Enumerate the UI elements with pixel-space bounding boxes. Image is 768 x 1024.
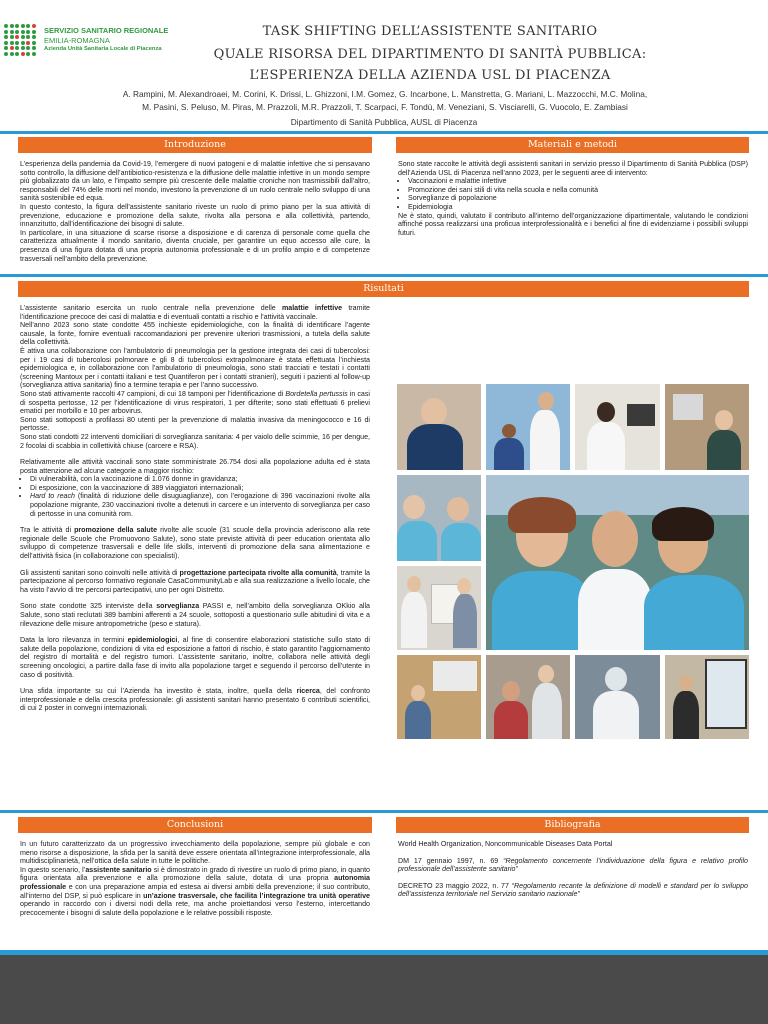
results-paragraph: Sono stati sottoposti a profilassi 80 utenti per la prevenzione di malattia invasiva da meningococco e 16 di pertosse. [20,415,370,433]
photo-two-nurses [397,475,481,561]
methods-list-item: • Epidemiologia [408,203,748,212]
results-risk-list [20,475,370,518]
methods-paragraph: Sono state raccolte le attività degli assistenti sanitari in servizio presso il Dipartimento di Sanità Pubblica (DSP) dell’Azienda USL di Piacenza nell’anno 2023, per le seguenti aree di intervento: [398,160,748,177]
section-header-introduzione: Introduzione [18,137,372,153]
section-header-bibliografia: Bibliografia [396,817,749,833]
results-list-item: • Di vulnerabilità, con la vaccinazione di 1.076 donne in gravidanza; [30,475,370,484]
conclusions-text [20,840,370,917]
methods-text [398,160,748,237]
photo-screening [486,655,570,739]
photo-world-map [486,384,570,470]
authors-line-1: A. Rampini, M. Alexandroaei, M. Corini, K. Drissi, L. Ghizzoni, I.M. Gomez, G. Incarbone, L. Manstretta, G. Mariani, L. Mazzocchi, M.C. Molina, [122,89,648,99]
photo-poster-display [397,566,481,650]
section-divider [0,810,768,813]
photo-protective-suit [575,655,660,739]
section-divider [0,274,768,277]
results-paragraph: Gli assistenti sanitari sono coinvolti nelle attività di progettazione partecipata rivolte alla comunità, tramite la partecipazione al percorso formativo regionale CasaCommunityLab e alla sua realizzazione a livello locale, che ha visto l’avvio di tre percorsi partecipativi, uno per ogni Distretto. [20,568,370,594]
methods-list [398,177,748,211]
results-paragraph: Sono stati condotti 22 interventi domiciliari di sorveglianza sanitaria: 4 per vaiolo delle scimmie, 16 per dengue, 2 focolai di scabbia in collettività chiuse (carcere e RSA). [20,432,370,450]
methods-list-item: • Sorveglianze di popolazione [408,194,748,203]
logo-line-3: Azienda Unità Sanitaria Locale di Piacenza [44,46,162,52]
section-header-risultati: Risultati [18,281,749,297]
footer-bar [0,950,768,955]
methods-paragraph: Ne è stato, quindi, valutato il contributo all’interno dell’organizzazione dipartimentale, valutando le condizioni affinché possa realizzarsi una proficua interprofessionalità e i benefici al fine di evidenziarne i possibili sviluppi futuri. [398,211,748,237]
results-paragraph: È attiva una collaborazione con l’ambulatorio di pneumologia per la gestione integrata dei casi di tubercolosi: per i 19 casi di tubercolosi polmonare e gli 8 di tubercolosi extrapolmonare è stata effettuata l’inchiesta epidemiologica e, in collaborazione con l’ambulatorio di pneumologia, sono stati tracciati e testati i contatti (screening Mantoux per i contatti italiani e test Quantiferon per i contatti stranieri), seguiti i pazienti al follow-up (sorveglianza attiva sanitaria) fino a termine terapia e per l’anno successivo. [20,346,370,390]
methods-list-item: • Promozione dei sani stili di vita nella scuola e nella comunità [408,186,748,195]
header-divider [0,131,768,134]
results-paragraph: Relativamente alle attività vaccinali sono state somministrate 26.754 dosi alla popolazione adulta ed è stata posta attenzione ad alcune categorie a maggior rischio: [20,458,370,475]
bibliography-entry: DM 17 gennaio 1997, n. 69 “Regolamento concernente l’individuazione della figura e relativo profilo professionale dell’assistente sanitario” [398,856,748,874]
logo-dots-icon [4,24,36,56]
bibliography-entry: DECRETO 23 maggio 2022, n. 77 “Regolamento recante la definizione di modelli e standard per lo sviluppo dell’assistenza territoriale nel Servizio sanitario nazionale” [398,881,748,899]
results-paragraph: L’assistente sanitario esercita un ruolo centrale nella prevenzione delle malattie infettive tramite l’identificazione precoce dei casi di malattia e di eventuali contatti a rischio e l’attività vaccinale. [20,304,371,321]
authors-line-2: M. Pasini, S. Peluso, M. Piras, M. Prazzoli, M.R. Prazzoli, T. Scarpaci, F. Tondù, M. Veneziani, S. Visciarelli, G. Vuocolo, E. Zambiasi [142,102,628,112]
affiliation: Dipartimento di Sanità Pubblica, AUSL di Piacenza [290,117,478,127]
results-list-item: • Hard to reach (finalità di riduzione delle disuguaglianze), con l’erogazione di 396 vaccinazioni rivolte alla popolazione migrante, 230 vaccinazioni rivolte a detenuti in carcere e un intervento di sorveglianza per caso di pertosse in una comunità rom. [30,492,370,518]
bibliography-text [398,840,748,899]
results-list-item: • Di esposizione, con la vaccinazione di 389 viaggiatori internazionali; [30,484,370,493]
section-header-conclusioni: Conclusioni [18,817,372,833]
results-paragraph: Una sfida importante su cui l’Azienda ha investito è stata, inoltre, quella della ricerca, del confronto interprofessionale e della crescita professionale: gli assistenti sanitari hanno presentato 6 contributi scientifici, di cui 2 poster in convegni internazionali. [20,687,370,713]
conclusions-paragraph: In un futuro caratterizzato da un progressivo invecchiamento della popolazione, sempre più globale e con meno risorse a disposizione, la sfida per la sanità deve essere orientata all’integrazione interprofessionale, alla multidisciplinarietà, nell’ottica della salute in tutte le politiche. [20,840,370,866]
intro-paragraph: In particolare, in una situazione di scarse risorse a disposizione e di carenza di personale come quella che caratterizza attualmente il mondo sanitario, diventa cruciale, per garantire un equo accesso alle cure, la presenza di una figura dotata di una propria autonomia professionale e di un profilo ampio e di competenze trasversali nell’ambito della prevenzione. [20,228,370,263]
title-line-2: QUALE RISORSA DEL DIPARTIMENTO DI SANITÀ PUBBLICA: [213,47,647,62]
methods-list-item: • Vaccinazioni e malattie infettive [408,177,748,186]
photo-vaccination [397,384,481,470]
bibliography-entry: World Health Organization, Noncommunicable Diseases Data Portal [398,840,613,848]
results-paragraph: Nell’anno 2023 sono state condotte 455 inchieste epidemiologiche, con la finalità di identificare l’agente causale, la fonte, fornire eventuali raccomandazioni per prevenire ulteriori trasmissioni, a tutela della salute della collettività. [20,321,370,347]
photo-presentation [397,655,481,739]
photo-office-monitor [665,384,749,470]
photo-lab-desk [575,384,660,470]
intro-paragraph: L’esperienza della pandemia da Covid-19, l’emergere di nuovi patogeni e di malattie infettive che si pensavano sotto controllo, la diffusione dell’antibiotico-resistenza e la diffusione delle malattie infettive in un mondo sempre più globalizzato da un lato, e l’impatto sempre più crescente delle malattie croniche non trasmissibili dall’altro, responsabili del 74% delle morti nel mondo, investono la prevenzione di un ruolo centrale nello sviluppo di una sanità sostenibile ed equa. [20,160,370,203]
section-header-materiali-metodi: Materiali e metodi [396,137,749,153]
intro-paragraph: In questo contesto, la figura dell’assistente sanitario riveste un ruolo di primo piano per la sua attività di prevenzione, educazione e promozione della salute, rivolta alla persona e alla collettività, partendo, innanzitutto, dall’identificazione dei bisogni di salute. [20,202,370,229]
title-line-1: TASK SHIFTING DELL’ASSISTENTE SANITARIO [262,24,598,39]
results-paragraph: Data la loro rilevanza in termini epidemiologici, al fine di consentire elaborazioni statistiche sullo stato di salute della popolazione, condizioni di vita ed esposizione a fattori di rischio, è stato garantito l’aggiornamento del registro di mortalità e del registro tumori. L’assistente sanitario, inoltre, collabora nelle attività degli screening oncologici, a partire dalla fase di invito alla popolazione target e seguendo il percorso dell’utente in caso di positività. [20,636,371,679]
results-paragraph: Sono state condotte 325 interviste della sorveglianza PASSI e, nell’ambito della sorveglianza OKkio alla Salute, sono stati reclutati 389 bambini afferenti a 24 scuole, sottoposti a questionario sulle abitudini di vita e a rilevazione delle misure antropometriche (peso e statura). [20,602,370,628]
intro-text [20,160,370,263]
photo-conference-screen [665,655,749,739]
conclusions-paragraph: In questo scenario, l’assistente sanitario si è dimostrato in grado di rivestire un ruolo di primo piano, in quanto figura orientata alla prevenzione e alla promozione della salute, dotata di una propria autonomia professionale e con una preparazione ampia ed estesa ai diversi ambiti della prevenzione; il suo contributo, all’interno del DSP, si può esplicare in un’azione trasversale, che facilita l’integrazione tra unità operative operando in raccordo con i diversi nodi della rete, ma anche proiettandosi verso l’esterno, intercettando precocemente i bisogni di salute della popolazione e le relative possibili risposte. [20,865,370,917]
logo-line-2: EMILIA-ROMAGNA [44,36,110,45]
results-paragraph: Tra le attività di promozione della salute rivolte alle scuole (31 scuole della provincia aderiscono alla rete regionale delle Scuole che Promuovono Salute), sono state previste attività di peer education orientata allo sviluppo di competenze trasversali e delle life skills, interventi di promozione della sana alimentazione e dell’attività fisica (in collaborazione con specialisti). [20,526,370,561]
results-paragraph: Sono stati attivamente raccolti 47 campioni, di cui 18 tamponi per l’identificazione di Bordetella pertussis in casi di sospetta pertosse, 12 per l’identificazione di virus respiratori, 1 per difterite; sono stati effettuati 6 prelievi ematici per morbillo e 10 per arbovirus. [20,389,370,416]
logo-line-1: SERVIZIO SANITARIO REGIONALE [44,26,169,35]
title-line-3: L’ESPERIENZA DELLA AZIENDA USL DI PIACENZA [249,68,611,83]
photo-group-selfie [486,475,749,650]
results-text [20,304,370,713]
